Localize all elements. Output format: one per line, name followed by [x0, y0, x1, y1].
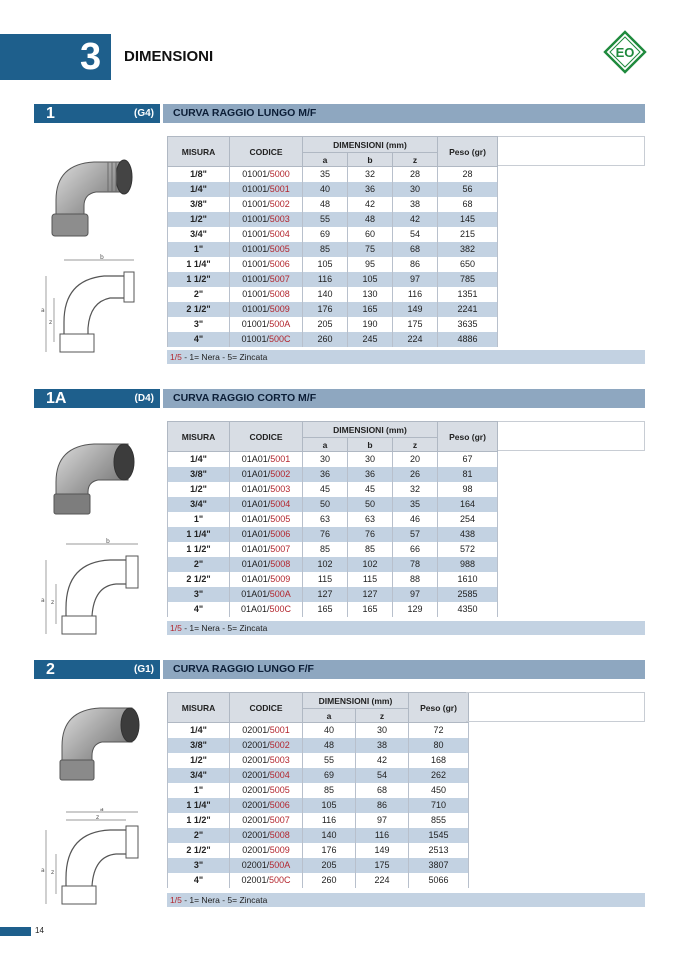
svg-text:z: z	[49, 319, 53, 326]
cell-peso: 72	[409, 723, 469, 738]
section-1a-bar	[34, 389, 160, 408]
cell-dim: 55	[303, 753, 356, 768]
cell-misura: 3/4"	[168, 768, 230, 783]
legend-note: 1/5 - 1= Nera - 5= Zincata	[167, 621, 645, 635]
col-dimensioni: DIMENSIONI (mm)	[303, 137, 438, 153]
cell-dim: 165	[348, 302, 393, 317]
table-row	[168, 167, 498, 182]
cell-misura: 1"	[168, 512, 230, 527]
cell-dim: 224	[393, 332, 438, 347]
svg-text:b: b	[100, 254, 104, 261]
cell-dim: 85	[303, 783, 356, 798]
cell-codice: 01A01/5008	[230, 557, 303, 572]
table-row	[168, 467, 498, 482]
cell-dim: 95	[348, 257, 393, 272]
cell-codice: 01001/5007	[230, 272, 303, 287]
cell-peso: 572	[438, 542, 498, 557]
table-row	[168, 482, 498, 497]
cell-codice: 01001/5008	[230, 287, 303, 302]
cell-peso: 81	[438, 467, 498, 482]
table-row	[168, 182, 498, 197]
table-row	[168, 858, 469, 873]
cell-peso: 710	[409, 798, 469, 813]
legend-note: 1/5 - 1= Nera - 5= Zincata	[167, 893, 645, 907]
cell-codice: 02001/500C	[230, 873, 303, 888]
cell-codice: 01A01/500C	[230, 602, 303, 617]
col-dim-z: z	[393, 438, 438, 452]
cell-dim: 102	[303, 557, 348, 572]
cell-dim: 63	[348, 512, 393, 527]
cell-peso: 80	[409, 738, 469, 753]
col-dim-b: b	[348, 438, 393, 452]
cell-peso: 1545	[409, 828, 469, 843]
cell-dim: 86	[356, 798, 409, 813]
dimensions-table	[167, 136, 498, 347]
cell-peso: 56	[438, 182, 498, 197]
cell-peso: 785	[438, 272, 498, 287]
cell-dim: 36	[348, 182, 393, 197]
cell-peso: 382	[438, 242, 498, 257]
chapter-number: 3	[80, 36, 102, 78]
col-codice: CODICE	[230, 693, 303, 723]
cell-dim: 205	[303, 317, 348, 332]
col-codice: CODICE	[230, 137, 303, 167]
cell-codice: 02001/5008	[230, 828, 303, 843]
table-row	[168, 723, 469, 738]
svg-text:EO: EO	[615, 45, 635, 60]
cell-misura: 1/4"	[168, 452, 230, 467]
table-row	[168, 873, 469, 888]
col-misura: MISURA	[168, 693, 230, 723]
cell-peso: 1351	[438, 287, 498, 302]
section-title: CURVA RAGGIO LUNGO M/F	[163, 104, 645, 123]
cell-misura: 1/2"	[168, 212, 230, 227]
cell-dim: 129	[393, 602, 438, 617]
section-number: 1A	[46, 390, 67, 407]
cell-peso: 164	[438, 497, 498, 512]
table-header-extension	[498, 136, 645, 166]
elbow-photo-icon	[56, 702, 142, 784]
cell-dim: 66	[393, 542, 438, 557]
cell-dim: 60	[348, 227, 393, 242]
cell-misura: 3"	[168, 858, 230, 873]
cell-codice: 01001/5000	[230, 167, 303, 182]
cell-dim: 36	[348, 467, 393, 482]
cell-dim: 48	[303, 197, 348, 212]
cell-codice: 02001/5002	[230, 738, 303, 753]
cell-dim: 115	[303, 572, 348, 587]
table-row	[168, 738, 469, 753]
table-header-extension	[498, 421, 645, 451]
cell-codice: 02001/5007	[230, 813, 303, 828]
cell-dim: 127	[348, 587, 393, 602]
cell-peso: 988	[438, 557, 498, 572]
table-row	[168, 257, 498, 272]
col-dim-z: z	[393, 153, 438, 167]
cell-peso: 1610	[438, 572, 498, 587]
cell-misura: 1 1/2"	[168, 813, 230, 828]
cell-misura: 1 1/2"	[168, 272, 230, 287]
cell-dim: 102	[348, 557, 393, 572]
col-peso: Peso (gr)	[438, 137, 498, 167]
cell-misura: 1 1/4"	[168, 527, 230, 542]
cell-dim: 45	[303, 482, 348, 497]
cell-peso: 145	[438, 212, 498, 227]
cell-peso: 4350	[438, 602, 498, 617]
cell-misura: 1/8"	[168, 167, 230, 182]
cell-codice: 01001/5001	[230, 182, 303, 197]
cell-dim: 97	[356, 813, 409, 828]
cell-dim: 35	[393, 497, 438, 512]
cell-codice: 02001/5005	[230, 783, 303, 798]
table-row	[168, 753, 469, 768]
cell-dim: 260	[303, 332, 348, 347]
page-number: 14	[35, 926, 44, 935]
table-row	[168, 602, 498, 617]
cell-dim: 85	[303, 542, 348, 557]
cell-dim: 36	[303, 467, 348, 482]
cell-codice: 01001/5006	[230, 257, 303, 272]
table-row	[168, 242, 498, 257]
cell-dim: 176	[303, 302, 348, 317]
cell-codice: 01001/5009	[230, 302, 303, 317]
cell-dim: 97	[393, 587, 438, 602]
section-1-bar	[34, 104, 160, 123]
cell-codice: 02001/500A	[230, 858, 303, 873]
cell-dim: 85	[303, 242, 348, 257]
table-row	[168, 512, 498, 527]
cell-dim: 88	[393, 572, 438, 587]
cell-dim: 116	[303, 813, 356, 828]
table-row	[168, 572, 498, 587]
cell-dim: 175	[393, 317, 438, 332]
col-peso: Peso (gr)	[409, 693, 469, 723]
cell-codice: 01A01/5003	[230, 482, 303, 497]
cell-dim: 20	[393, 452, 438, 467]
cell-peso: 438	[438, 527, 498, 542]
cell-misura: 4"	[168, 873, 230, 888]
cell-dim: 69	[303, 227, 348, 242]
cell-dim: 75	[348, 242, 393, 257]
cell-misura: 2 1/2"	[168, 843, 230, 858]
svg-text:z: z	[96, 814, 100, 821]
elbow-diagram-icon	[40, 538, 144, 638]
table-row	[168, 843, 469, 858]
cell-codice: 01001/5003	[230, 212, 303, 227]
cell-dim: 140	[303, 287, 348, 302]
col-misura: MISURA	[168, 422, 230, 452]
col-dim-z: z	[356, 709, 409, 723]
svg-text:b: b	[106, 538, 110, 545]
col-codice: CODICE	[230, 422, 303, 452]
col-dim-a: a	[303, 438, 348, 452]
dimensions-table	[167, 421, 498, 617]
cell-dim: 97	[393, 272, 438, 287]
cell-dim: 32	[348, 167, 393, 182]
cell-peso: 855	[409, 813, 469, 828]
cell-misura: 2"	[168, 828, 230, 843]
footer-bar	[0, 927, 31, 936]
cell-dim: 40	[303, 723, 356, 738]
col-peso: Peso (gr)	[438, 422, 498, 452]
cell-dim: 48	[348, 212, 393, 227]
cell-dim: 116	[303, 272, 348, 287]
cell-codice: 01A01/5004	[230, 497, 303, 512]
elbow-photo-icon	[48, 436, 140, 518]
svg-text:a: a	[41, 867, 45, 874]
table-row	[168, 227, 498, 242]
cell-dim: 76	[303, 527, 348, 542]
legend-note: 1/5 - 1= Nera - 5= Zincata	[167, 350, 645, 364]
cell-dim: 68	[393, 242, 438, 257]
cell-dim: 105	[348, 272, 393, 287]
cell-peso: 168	[409, 753, 469, 768]
cell-peso: 5066	[409, 873, 469, 888]
cell-dim: 42	[356, 753, 409, 768]
cell-codice: 02001/5006	[230, 798, 303, 813]
cell-dim: 224	[356, 873, 409, 888]
dimensions-table	[167, 692, 469, 888]
page-title: DIMENSIONI	[124, 48, 214, 65]
cell-dim: 86	[393, 257, 438, 272]
cell-dim: 54	[393, 227, 438, 242]
col-misura: MISURA	[168, 137, 230, 167]
cell-dim: 116	[393, 287, 438, 302]
cell-dim: 35	[303, 167, 348, 182]
cell-dim: 38	[393, 197, 438, 212]
cell-dim: 55	[303, 212, 348, 227]
cell-peso: 215	[438, 227, 498, 242]
cell-misura: 3/8"	[168, 197, 230, 212]
cell-dim: 30	[303, 452, 348, 467]
cell-dim: 50	[348, 497, 393, 512]
cell-peso: 650	[438, 257, 498, 272]
cell-misura: 3/4"	[168, 227, 230, 242]
col-dim-b: b	[348, 153, 393, 167]
cell-peso: 2585	[438, 587, 498, 602]
cell-codice: 01001/5005	[230, 242, 303, 257]
eo-logo-icon	[603, 30, 647, 74]
table-row	[168, 452, 498, 467]
elbow-diagram-icon	[40, 808, 144, 908]
cell-misura: 1"	[168, 242, 230, 257]
svg-text:a: a	[41, 307, 45, 314]
svg-text:z: z	[51, 599, 55, 606]
cell-peso: 3635	[438, 317, 498, 332]
cell-codice: 01001/500A	[230, 317, 303, 332]
cell-codice: 02001/5004	[230, 768, 303, 783]
cell-peso: 28	[438, 167, 498, 182]
table-row	[168, 557, 498, 572]
cell-dim: 105	[303, 798, 356, 813]
section-title: CURVA RAGGIO CORTO M/F	[163, 389, 645, 408]
cell-misura: 3"	[168, 587, 230, 602]
cell-misura: 3/8"	[168, 467, 230, 482]
table-row	[168, 272, 498, 287]
cell-misura: 2"	[168, 557, 230, 572]
cell-dim: 76	[348, 527, 393, 542]
cell-dim: 57	[393, 527, 438, 542]
cell-misura: 1/4"	[168, 182, 230, 197]
cell-dim: 127	[303, 587, 348, 602]
cell-dim: 85	[348, 542, 393, 557]
table-row	[168, 332, 498, 347]
col-dim-a: a	[303, 153, 348, 167]
cell-dim: 30	[348, 452, 393, 467]
cell-dim: 42	[393, 212, 438, 227]
section-code: (D4)	[134, 393, 154, 404]
table-row	[168, 813, 469, 828]
cell-codice: 01A01/5007	[230, 542, 303, 557]
cell-codice: 01001/5004	[230, 227, 303, 242]
table-row	[168, 287, 498, 302]
table-row	[168, 798, 469, 813]
cell-peso: 2241	[438, 302, 498, 317]
cell-misura: 1/2"	[168, 482, 230, 497]
cell-dim: 45	[348, 482, 393, 497]
table-header-extension	[466, 692, 645, 722]
table-row	[168, 783, 469, 798]
cell-peso: 254	[438, 512, 498, 527]
cell-dim: 175	[356, 858, 409, 873]
table-row	[168, 587, 498, 602]
table-row	[168, 197, 498, 212]
cell-peso: 262	[409, 768, 469, 783]
cell-misura: 3/4"	[168, 497, 230, 512]
cell-dim: 245	[348, 332, 393, 347]
cell-codice: 01A01/5005	[230, 512, 303, 527]
svg-text:z: z	[51, 869, 55, 876]
cell-dim: 32	[393, 482, 438, 497]
cell-dim: 205	[303, 858, 356, 873]
cell-misura: 3/8"	[168, 738, 230, 753]
cell-dim: 68	[356, 783, 409, 798]
cell-peso: 2513	[409, 843, 469, 858]
svg-text:a: a	[41, 597, 45, 604]
cell-misura: 1 1/4"	[168, 257, 230, 272]
cell-dim: 54	[356, 768, 409, 783]
table-row	[168, 828, 469, 843]
cell-peso: 98	[438, 482, 498, 497]
cell-misura: 1 1/4"	[168, 798, 230, 813]
col-dimensioni: DIMENSIONI (mm)	[303, 422, 438, 438]
cell-misura: 1 1/2"	[168, 542, 230, 557]
section-2-bar	[34, 660, 160, 679]
cell-misura: 2 1/2"	[168, 302, 230, 317]
table-row	[168, 212, 498, 227]
cell-dim: 115	[348, 572, 393, 587]
cell-dim: 40	[303, 182, 348, 197]
cell-peso: 4886	[438, 332, 498, 347]
cell-codice: 02001/5001	[230, 723, 303, 738]
cell-dim: 165	[303, 602, 348, 617]
table-row	[168, 542, 498, 557]
section-title: CURVA RAGGIO LUNGO F/F	[163, 660, 645, 679]
cell-dim: 38	[356, 738, 409, 753]
cell-misura: 1"	[168, 783, 230, 798]
cell-codice: 02001/5009	[230, 843, 303, 858]
cell-codice: 01A01/5001	[230, 452, 303, 467]
cell-codice: 01001/500C	[230, 332, 303, 347]
section-code: (G1)	[134, 664, 154, 675]
cell-dim: 140	[303, 828, 356, 843]
cell-dim: 48	[303, 738, 356, 753]
cell-dim: 30	[356, 723, 409, 738]
section-code: (G4)	[134, 108, 154, 119]
cell-dim: 105	[303, 257, 348, 272]
cell-misura: 1/2"	[168, 753, 230, 768]
cell-peso: 68	[438, 197, 498, 212]
cell-dim: 149	[393, 302, 438, 317]
cell-misura: 3"	[168, 317, 230, 332]
cell-dim: 42	[348, 197, 393, 212]
cell-codice: 01A01/500A	[230, 587, 303, 602]
table-row	[168, 527, 498, 542]
svg-text:a: a	[100, 808, 104, 813]
cell-codice: 01A01/5006	[230, 527, 303, 542]
table-row	[168, 317, 498, 332]
cell-dim: 28	[393, 167, 438, 182]
cell-dim: 50	[303, 497, 348, 512]
table-row	[168, 497, 498, 512]
cell-peso: 3807	[409, 858, 469, 873]
cell-dim: 46	[393, 512, 438, 527]
cell-dim: 149	[356, 843, 409, 858]
cell-dim: 26	[393, 467, 438, 482]
cell-misura: 2 1/2"	[168, 572, 230, 587]
col-dimensioni: DIMENSIONI (mm)	[303, 693, 409, 709]
section-number: 2	[46, 661, 55, 678]
cell-misura: 1/4"	[168, 723, 230, 738]
cell-dim: 30	[393, 182, 438, 197]
table-row	[168, 768, 469, 783]
cell-misura: 4"	[168, 332, 230, 347]
cell-dim: 69	[303, 768, 356, 783]
cell-dim: 190	[348, 317, 393, 332]
elbow-diagram-icon	[40, 252, 140, 356]
cell-misura: 2"	[168, 287, 230, 302]
cell-dim: 63	[303, 512, 348, 527]
cell-dim: 165	[348, 602, 393, 617]
col-dim-a: a	[303, 709, 356, 723]
table-row	[168, 302, 498, 317]
cell-codice: 02001/5003	[230, 753, 303, 768]
elbow-photo-icon	[46, 148, 138, 240]
cell-misura: 4"	[168, 602, 230, 617]
cell-codice: 01001/5002	[230, 197, 303, 212]
cell-peso: 67	[438, 452, 498, 467]
cell-dim: 176	[303, 843, 356, 858]
cell-codice: 01A01/5009	[230, 572, 303, 587]
cell-dim: 116	[356, 828, 409, 843]
cell-dim: 260	[303, 873, 356, 888]
cell-dim: 78	[393, 557, 438, 572]
section-number: 1	[46, 105, 55, 122]
cell-dim: 130	[348, 287, 393, 302]
cell-codice: 01A01/5002	[230, 467, 303, 482]
cell-peso: 450	[409, 783, 469, 798]
